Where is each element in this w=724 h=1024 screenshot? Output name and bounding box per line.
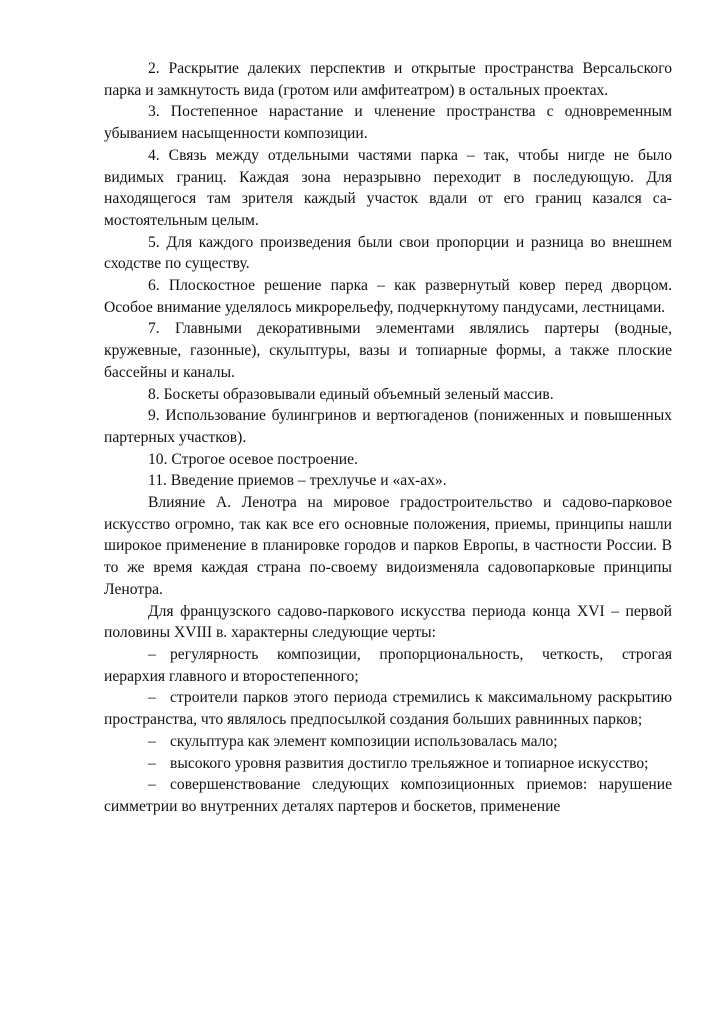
document-page	[104, 58, 672, 818]
paragraph-7: 7. Главными декоративными элементами являлись партеры (водные, кружевные, газонные), скульптуры, вазы и топиарные формы, а также плоские бассейны и каналы.	[104, 320, 672, 381]
list-item-text: регулярность композиции, пропорциональность, четкость, строгая иерархия главного и второстепенного;	[104, 645, 672, 685]
list-dash: –	[148, 689, 156, 707]
list-dash: –	[148, 776, 156, 794]
list-item	[104, 687, 672, 730]
paragraph-3: 3. Постепенное нарастание и членение пространства с одновременным убыванием насыщенности композиции.	[104, 103, 672, 143]
list-item-text: скульптура как элемент композиции использовалась мало;	[170, 732, 558, 750]
paragraph-8: 8. Боскеты образовывали единый объемный зеленый массив.	[148, 385, 554, 403]
paragraph-2: 2. Раскрытие далеких перспектив и открытые пространства Версальского парка и замкнутость вида (гротом или амфитеатром) в остальных проектах.	[104, 60, 672, 99]
paragraph-6: 6. Плоскостное решение парка – как развернутый ковер перед дворцом. Особое внимание уделялось микрорельефу, подчеркнутому пандусами, лестницами.	[104, 277, 672, 316]
paragraph-french-features-intro: Для французского садово-паркового искусства периода конца XVI – первой половины XVIII в. характерны следующие черты:	[104, 602, 672, 642]
list-dash: –	[148, 732, 156, 750]
paragraph-5: 5. Для каждого произведения были свои пропорции и разница во внешнем сходстве по существу.	[104, 233, 672, 273]
list-dash: –	[148, 754, 156, 772]
list-item	[104, 644, 672, 687]
paragraph-lenotre-influence: Влияние А. Ленотра на мировое градостроительство и садово-парковое искусство огромно, так как все его основные положения, приемы, принципы нашли широкое применение в планировке городов и парков Европы, в частности России. В то же время каждая страна по-своему видоизменяла садовопарковые принципы Ленотра.	[104, 494, 672, 598]
paragraph-4: 4. Связь между отдельными частями парка – так, чтобы нигде не было видимых границ. Каждая зона неразрывно переходит в последующую. Для находящегося там зрителя каждый участок вдали от его границ казался самостоятельным целым.	[104, 146, 672, 229]
list-item-text: совершенствование следующих композиционных приемов: нарушение симметрии во внутренних деталях партеров и боскетов, применение	[104, 776, 672, 815]
list-item	[104, 731, 672, 753]
paragraph-11: 11. Введение приемов – трехлучье и «ах-ах».	[148, 472, 447, 490]
list-item-text: строители парков этого периода стремились к максимальному раскрытию пространства, что являлось предпосылкой создания больших равнинных парков;	[104, 689, 672, 729]
paragraph-10: 10. Строгое осевое построение.	[148, 450, 358, 468]
list-item-text: высокого уровня развития достигло трельяжное и топиарное искусство;	[170, 754, 649, 772]
list-item	[104, 753, 672, 775]
paragraph-9: 9. Использование булингринов и вертюгаденов (пониженных и повышенных партерных участков).	[104, 407, 672, 446]
list-dash: –	[148, 645, 156, 663]
list-item	[104, 774, 672, 817]
